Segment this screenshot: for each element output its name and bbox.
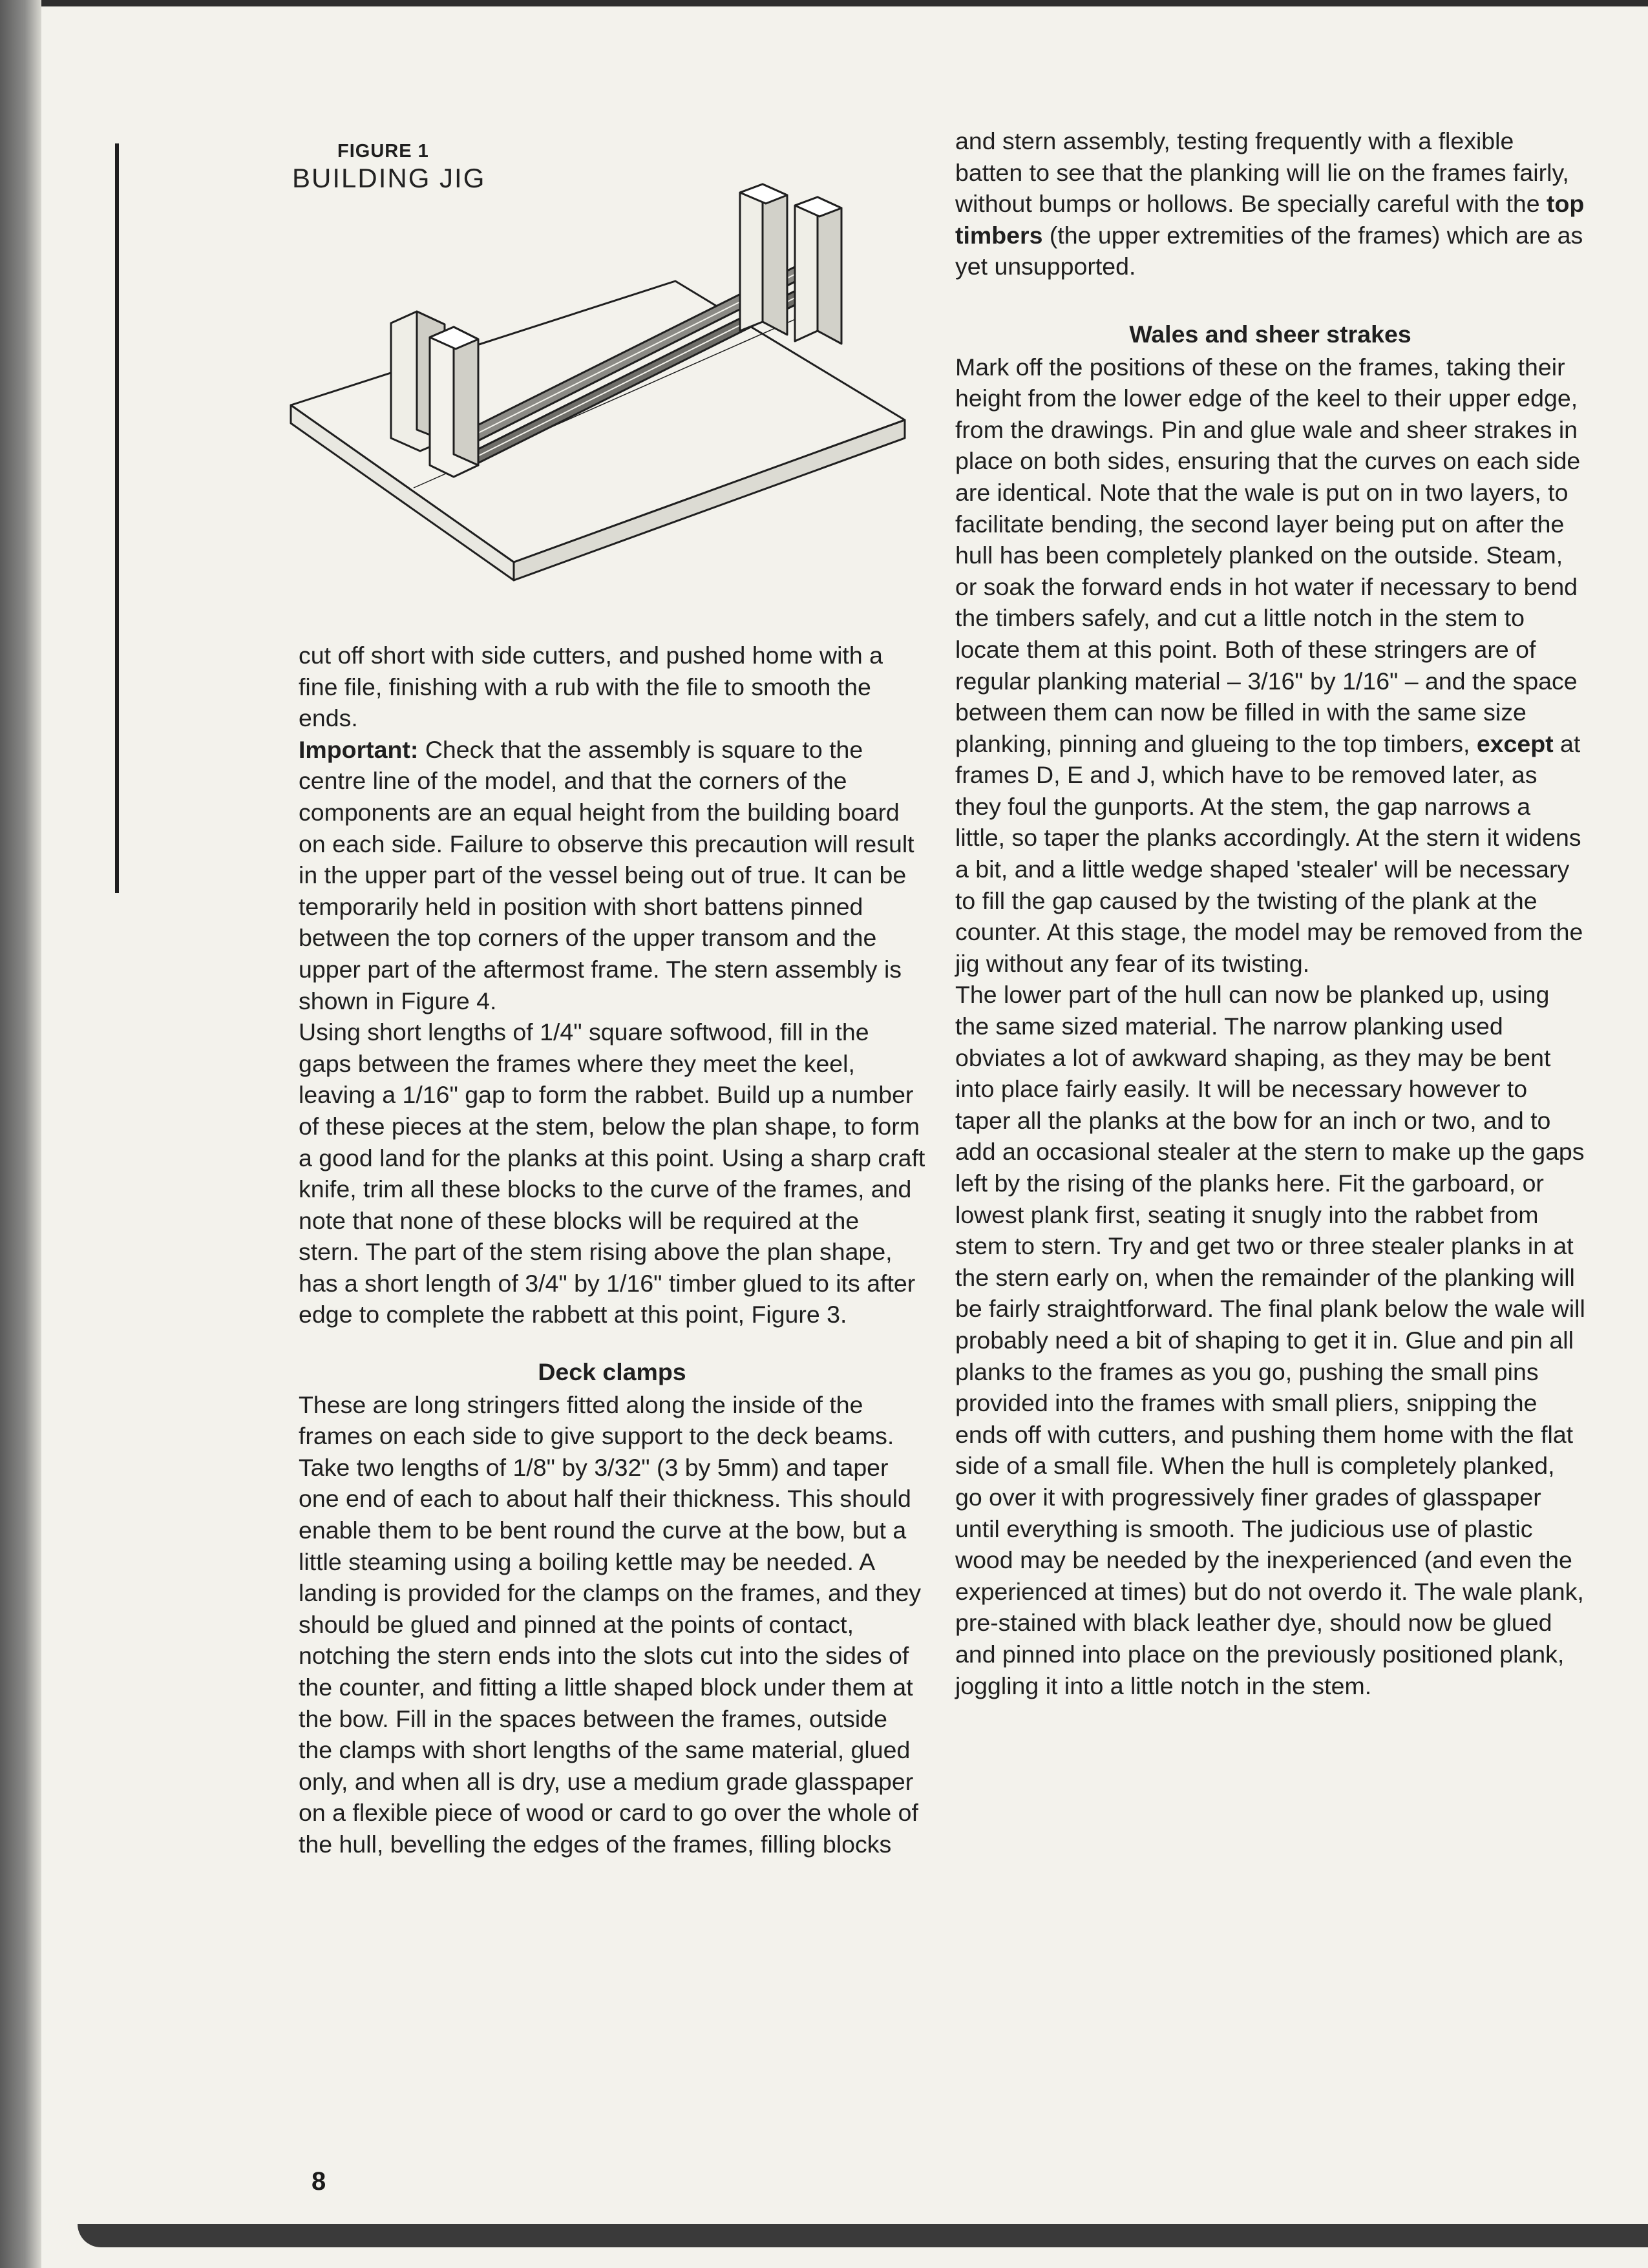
paragraph: cut off short with side cutters, and pushed home with a fine file, finishing with a rub with the file to smooth the ends. [299,642,883,732]
section-heading-wales: Wales and sheer strakes [1129,320,1411,348]
important-label: Important: [299,735,419,763]
scan-edge-bottom [78,2224,1648,2247]
paragraph: These are long stringers fitted along the inside of the frames on each side to give support to the deck beams. Take two lengths of 1/8" by 3/32" (3 by 5mm) and taper one end of each to about half their thickness. This should enable them to be bent round the curve at the bow, but a little steaming using a boiling kettle may be needed. A landing is provided for the clamps on the frames, and they should be glued and pinned at the points of contact, notching the stern ends into the slots cut into the sides of the counter, and fitting a little shaped block under them at the bow. Fill in the spaces between the frames, outside the clamps with short lengths of the same material, glued only, and when all is dry, use a medium grade glasspaper on a flexible piece of wood or card to go over the whole of the hull, bevelling the edges of the frames, filling blocks [299,1391,922,1858]
figure-title: BUILDING JIG [292,163,486,193]
bold-term: top timbers [955,190,1585,249]
building-jig-illustration [284,136,918,588]
page-number: 8 [312,2167,326,2196]
scan-edge-left [0,0,41,2268]
text-column-left [299,640,925,1860]
scan-edge-top [0,0,1648,6]
paragraph: and stern assembly, testing frequently with a flexible batten to see that the planking will lie on the frames fairly, without bumps or hollows. Be specially careful with the top timbers (the upper extremities of the frames) which are as yet unsupported. [955,127,1585,280]
paragraph: Mark off the positions of these on the frames, taking their height from the lower edge of the keel to their upper edge, from the drawings. Pin and glue wale and sheer strakes in place on both sides, ensuring that the curves on each side are identical. Note that the wale is put on in two layers, to facilitate bending, the second layer being put on after the hull has been completely planked on the outside. Steam, or soak the forward ends in hot water if necessary to bend the timbers safely, and cut a little notch in the stem to locate them at this point. Both of these stringers are of regular planking material – 3/16" by 1/16" – and the space between them can now be filled in with the same size planking, pinning and glueing to the top timbers, except at frames D, E and J, which have to be removed later, as they foul the gunports. At the stem, the gap narrows a little, so taper the planks accordingly. At the stern it widens a bit, and a little wedge shaped 'stealer' will be necessary to fill the gap caused by the twisting of the plank at the counter. At this stage, the model may be removed from the jig without any fear of its twisting. [955,353,1583,977]
margin-rule [115,143,119,893]
section-heading-deck-clamps: Deck clamps [538,1358,686,1386]
figure-label: FIGURE 1 [337,141,429,162]
paragraph: Important: Check that the assembly is square to the centre line of the model, and that the corners of the components are an equal height from the building board on each side. Failure to observe this precaution will result in the upper part of the vessel being out of true. It can be temporarily held in position with short battens pinned between the top corners of the upper transom and the upper part of the aftermost frame. The stern assembly is shown in Figure 4. [299,735,914,1014]
text-column-right [955,125,1585,1701]
paragraph: The lower part of the hull can now be planked up, using the same sized material. The narrow planking used obviates a lot of awkward shaping, as they may be bent into place fairly easily. It will be necessary however to taper all the planks at the bow for an inch or two, and to add an occasional stealer at the stern to make up the gaps left by the rising of the planks here. Fit the garboard, or lowest plank first, seating it snugly into the rabbet from stem to stern. Try and get two or three stealer planks in at the stern early on, when the remainder of the planking will be fairly straightforward. The final plank below the wale will probably need a bit of shaping to get it in. Glue and pin all planks to the frames as you go, pushing the small pins provided into the frames with small pliers, snipping the ends off with cutters, and pushing them home with the flat side of a small file. When the hull is completely planked, go over it with progressively finer grades of glasspaper until everything is smooth. The judicious use of plastic wood may be needed by the inexperienced (and even the experienced at times) but do not overdo it. The wale plank, pre-stained with black leather dye, should now be glued and pinned into place on the previously positioned plank, joggling it into a little notch in the stem. [955,981,1585,1699]
paragraph: Using short lengths of 1/4" square softwood, fill in the gaps between the frames where they meet the keel, leaving a 1/16" gap to form the rabbet. Build up a number of these pieces at the stem, below the plan shape, to form a good land for the planks at this point. Using a sharp craft knife, trim all these blocks to the curve of the frames, and note that none of these blocks will be required at the stern. The part of the stem rising above the plan shape, has a short length of 3/4" by 1/16" timber glued to its after edge to complete the rabbett at this point, Figure 3. [299,1018,925,1328]
jig-upright-back [740,184,841,344]
bold-term: except [1476,730,1554,757]
